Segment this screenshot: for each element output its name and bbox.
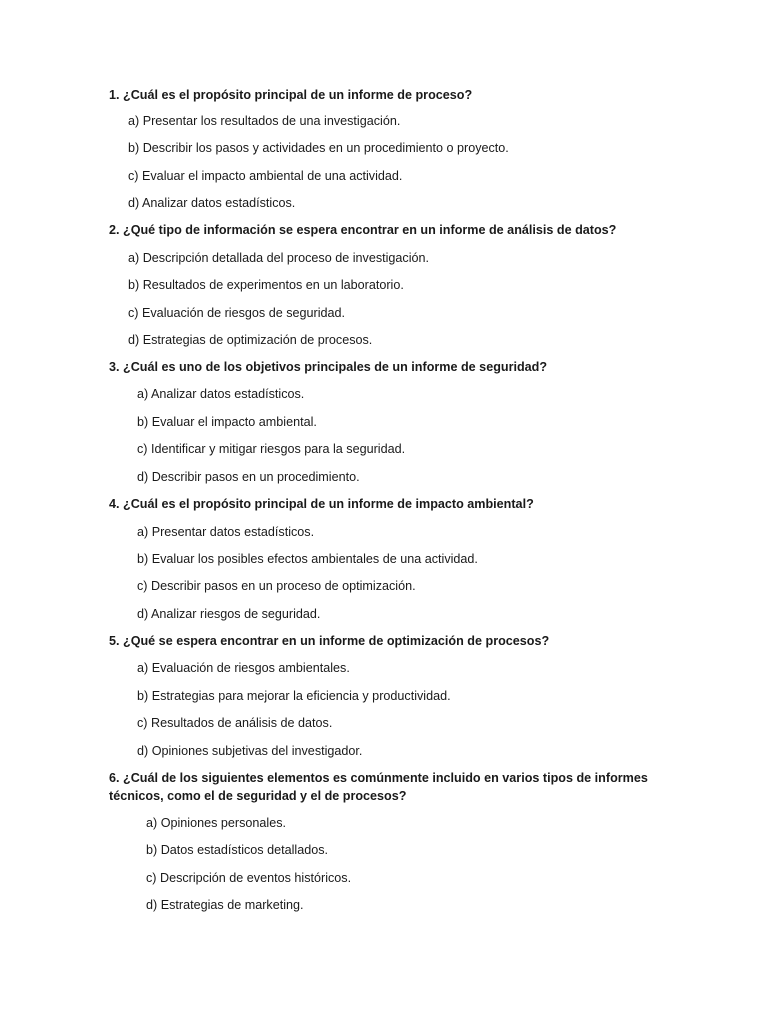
question-4-option-a: a) Presentar datos estadísticos. (137, 525, 315, 539)
question-3-option-a: a) Analizar datos estadísticos. (137, 387, 305, 401)
question-2-option-c: c) Evaluación de riesgos de seguridad. (128, 306, 346, 320)
question-5: 5. ¿Qué se espera encontrar en un informe de optimización de procesos? (109, 634, 550, 648)
question-6-option-b: b) Datos estadísticos detallados. (146, 843, 329, 857)
question-6-option-d: d) Estrategias de marketing. (146, 898, 304, 912)
question-5-option-c: c) Resultados de análisis de datos. (137, 716, 333, 730)
question-6-option-a: a) Opiniones personales. (146, 816, 287, 830)
question-1: 1. ¿Cuál es el propósito principal de un informe de proceso? (109, 88, 473, 102)
question-2-option-a: a) Descripción detallada del proceso de investigación. (128, 251, 430, 265)
question-3-option-d: d) Describir pasos en un procedimiento. (137, 470, 360, 484)
question-6: 6. ¿Cuál de los siguientes elementos es comúnmente incluido en varios tipos de informes técnicos, como el de seguridad y el de procesos? (109, 771, 648, 803)
question-5-option-b: b) Estrategias para mejorar la eficiencia y productividad. (137, 689, 451, 703)
question-1-option-d: d) Analizar datos estadísticos. (128, 196, 296, 210)
question-3-option-c: c) Identificar y mitigar riesgos para la seguridad. (137, 442, 406, 456)
question-4-option-c: c) Describir pasos en un proceso de optimización. (137, 579, 416, 593)
question-4-option-b: b) Evaluar los posibles efectos ambientales de una actividad. (137, 552, 478, 566)
question-2-option-d: d) Estrategias de optimización de procesos. (128, 333, 373, 347)
question-3-option-b: b) Evaluar el impacto ambiental. (137, 415, 317, 429)
question-4: 4. ¿Cuál es el propósito principal de un informe de impacto ambiental? (109, 497, 534, 511)
question-6-option-c: c) Descripción de eventos históricos. (146, 871, 352, 885)
question-1-option-a: a) Presentar los resultados de una investigación. (128, 114, 401, 128)
question-3: 3. ¿Cuál es uno de los objetivos principales de un informe de seguridad? (109, 360, 548, 374)
question-2-option-b: b) Resultados de experimentos en un laboratorio. (128, 278, 404, 292)
question-5-option-d: d) Opiniones subjetivas del investigador. (137, 744, 363, 758)
question-5-option-a: a) Evaluación de riesgos ambientales. (137, 661, 350, 675)
question-1-option-c: c) Evaluar el impacto ambiental de una actividad. (128, 169, 403, 183)
question-4-option-d: d) Analizar riesgos de seguridad. (137, 607, 321, 621)
question-2: 2. ¿Qué tipo de información se espera encontrar en un informe de análisis de datos? (109, 223, 617, 237)
question-1-option-b: b) Describir los pasos y actividades en un procedimiento o proyecto. (128, 141, 509, 155)
